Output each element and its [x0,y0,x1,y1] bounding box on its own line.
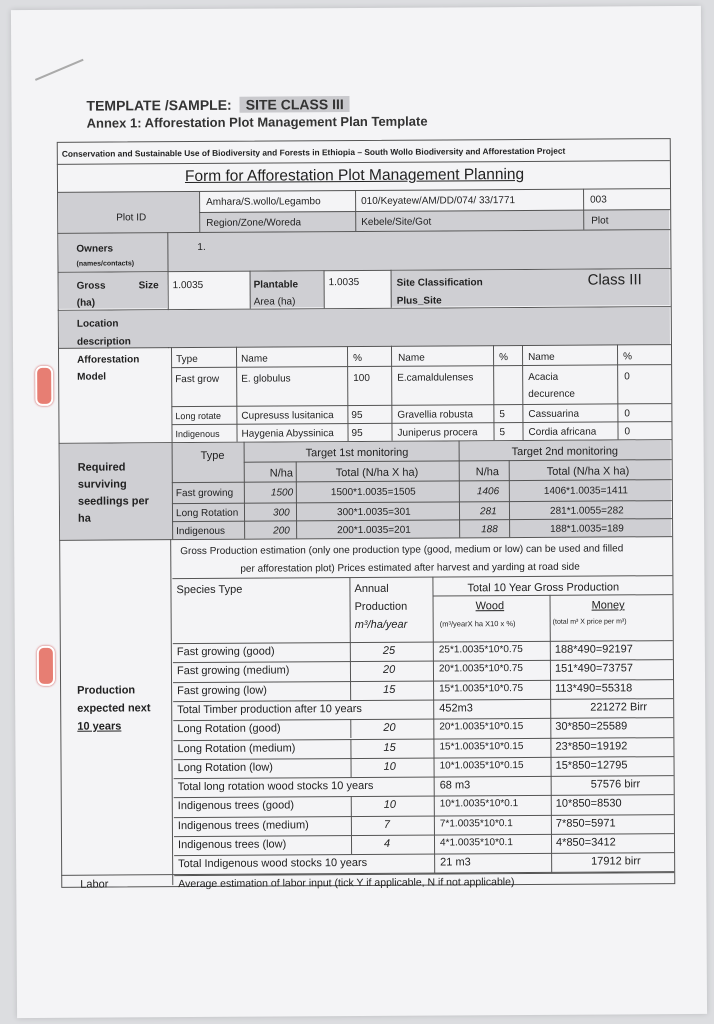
owners-row [58,230,669,272]
model-row-name-2: Juniperus procera [397,427,478,439]
annual-production-value: 20 [382,664,396,677]
surviving-row-type: Long Rotation [175,507,239,520]
kebele-value: 010/Keyatew/AM/DD/074/ 33/1771 [361,195,516,207]
production-total-label: Total Timber production after 10 years [177,702,362,717]
model-row-name-1: Haygenia Abyssinica [241,428,334,440]
surviving-row-total-1: 1500*1.0035=1505 [330,486,416,499]
column-divider [350,739,351,758]
model-row-name-2: Gravellia robusta [397,409,474,421]
model-row-percent-1: 95 [351,427,363,440]
species-type-header: Species Type [176,583,243,597]
model-header-type: Type [176,353,198,366]
money-formula-value: 7*850=5971 [555,817,616,830]
template-heading: TEMPLATE /SAMPLE: SITE CLASS III [86,96,349,114]
wood-formula-value: 20*1.0035*10*0.15 [439,721,524,733]
total-10-year-header: Total 10 Year Gross Production [467,581,620,595]
region-label: Region/Zone/Woreda [206,217,302,229]
wood-header: Wood [475,600,505,613]
wood-formula-value: 20*1.0035*10*0.75 [438,663,523,675]
surviving-row-type: Fast growing [175,487,234,500]
model-row-percent-2: 5 [499,409,506,421]
money-formula-value: 10*850=8530 [555,797,622,811]
wood-formula-value: 15*1.0035*10*0.15 [439,740,524,753]
labor-label: Labor [80,878,109,891]
surviving-row-type: Indigenous [176,525,226,538]
model-row-name-1: Cupresuss lusitanica [241,410,334,422]
production-label: Production expected next 10 years [77,684,151,733]
surviving-row-nha-1: 300 [272,507,290,519]
model-row-percent-1: 100 [353,372,370,385]
money-formula-value: 4*850=3412 [555,836,616,849]
ha-label: (ha) [76,297,96,309]
production-header: Production [354,600,408,614]
plantable-label: Plantable [253,279,299,291]
annual-production-value: 10 [383,799,397,812]
annual-production-value: 15 [383,683,396,696]
surviving-row-total-1: 300*1.0035=301 [336,506,411,519]
plot-number-value: 003 [590,194,607,206]
target-2-nha-header: N/ha [475,466,500,479]
labor-text: Average estimation of labor input (tick Y if applicable, N if not applicable) [178,876,515,891]
total-wood-volume: 452m3 [439,702,473,715]
afforestation-label: Afforestation [77,354,140,366]
model-row-percent-3: 0 [624,426,631,438]
target-1-total-header: Total (N/ha X ha) [335,466,419,480]
money-formula-value: 151*490=73757 [554,662,633,676]
total-wood-volume: 21 m3 [440,856,471,869]
model-row-name-3b: decurence [528,388,576,400]
production-species-name: Fast growing (good) [176,645,275,659]
surviving-row-nha-2: 1406 [476,486,500,498]
production-species-name: Fast growing (medium) [176,664,290,678]
surviving-row-total-1: 200*1.0035=201 [337,524,411,537]
owners-label: Owners [76,243,114,255]
location-label-2: description [76,336,131,348]
production-total-label: Total Indigenous wood stocks 10 years [178,857,368,871]
binder-ring [37,646,55,686]
gross-size-value: 1.0035 [172,279,204,292]
model-header-percent-3: % [623,351,632,363]
model-row-type: Fast grow [175,373,220,386]
plus-site-label: Plus_Site [396,295,442,307]
surviving-type-header: Type [200,449,225,462]
column-divider [350,661,351,680]
column-divider [350,642,351,661]
model-row-name-2: E.camaldulenses [397,372,474,384]
money-formula-value: 113*490=55318 [555,681,633,695]
surviving-row-total-2: 1406*1.0035=1411 [543,485,628,497]
model-label: Model [77,371,107,383]
plot-id-label: Plot ID [116,212,147,224]
model-row-name-3: Acacia [528,371,559,383]
surviving-label: Required surviving seedlings per ha [77,461,149,525]
kebele-label: Kebele/Site/Got [361,216,432,228]
production-species-name: Indigenous trees (low) [177,838,287,852]
model-header-percent-1: % [353,352,363,365]
location-label: Location [76,318,119,330]
column-divider [351,796,352,815]
wood-formula-value: 10*1.0035*10*0.15 [439,759,524,772]
binder-ring [35,366,53,406]
location-row [59,307,670,348]
production-species-name: Long Rotation (medium) [177,741,296,755]
surviving-row-nha-2: 281 [479,506,497,518]
unit-header: m³/ha/year [354,618,408,632]
money-formula: (total m³ X price per m³) [552,618,627,626]
annex-title: Annex 1: Afforestation Plot Management Plan Template [86,113,428,131]
plantable-value: 1.0035 [328,276,360,289]
wood-formula-value: 10*1.0035*10*0.1 [439,798,519,810]
model-header-name-2: Name [398,352,425,364]
model-row-type: Long rotate [175,410,221,422]
model-row-name-1: E. globulus [241,373,291,385]
total-money-value: 221272 Birr [590,701,648,714]
model-row-percent-3: 0 [624,408,631,420]
money-header: Money [591,599,625,612]
wood-formula-value: 7*1.0035*10*0.1 [439,817,513,830]
wood-formula-value: 25*1.0035*10*0.75 [438,644,523,656]
column-divider [350,719,351,738]
model-row-name-3: Cordia africana [528,426,597,438]
annual-production-value: 4 [383,837,391,850]
production-total-label: Total long rotation wood stocks 10 years [177,780,374,794]
form-title: Form for Afforestation Plot Management Planning [184,165,525,186]
production-note-1: Gross Production estimation (only one production type (good, medium or low) can be used and filled [180,543,624,558]
model-row-type: Indigenous [175,428,220,440]
wood-formula-value: 15*1.0035*10*0.75 [439,682,524,695]
production-species-name: Long Rotation (good) [177,722,281,736]
owners-sub-label: (names/contacts) [76,260,135,268]
production-species-name: Indigenous trees (medium) [177,819,309,832]
production-species-name: Fast growing (low) [177,684,267,697]
target-2-total-header: Total (N/ha X ha) [546,465,630,478]
production-species-name: Long Rotation (low) [177,761,273,774]
plantable-sub-label: Area (ha) [253,296,296,308]
pen-mark [33,50,93,90]
wood-formula-value: 4*1.0035*10*0.1 [439,837,513,849]
site-classification-label: Site Classification [396,277,483,289]
project-title: Conservation and Sustainable Use of Biodiversity and Forests in Ethiopia – South Wollo Biodiversity and Afforestation Project [61,145,566,159]
model-row-percent-1: 95 [351,409,363,422]
size-label: Size [138,280,159,292]
total-wood-volume: 68 m3 [439,779,471,792]
production-species-name: Indigenous trees (good) [177,799,295,813]
site-class-highlight: SITE CLASS III [240,96,350,113]
model-header-name-3: Name [528,351,555,363]
surviving-row-nha-2: 188 [481,524,498,536]
target-1-header: Target 1st monitoring [305,446,409,460]
model-row-name-3: Cassuarina [528,408,580,420]
site-class-value: Class III [587,271,642,289]
column-divider [351,758,352,777]
document-page [11,6,707,1018]
target-1-nha-header: N/ha [269,467,294,480]
model-row-percent-2: 5 [499,427,506,439]
annual-production-value: 15 [383,741,396,754]
surviving-row-total-2: 281*1.0055=282 [549,505,624,517]
model-header-name-1: Name [241,353,268,365]
production-note-2: per afforestation plot) Prices estimated after harvest and yarding at road side [240,561,580,575]
plot-number-label: Plot [591,215,609,227]
column-divider [351,816,352,835]
money-formula-value: 15*850=12795 [555,759,628,772]
gross-label: Gross [76,280,106,292]
owners-value: 1. [197,241,206,253]
money-formula-value: 30*850=25589 [555,720,628,733]
model-row-percent-3: 0 [624,371,630,383]
surviving-row-nha-1: 1500 [270,487,294,499]
column-divider [350,681,351,700]
total-money-value: 57576 birr [590,778,641,791]
annual-production-value: 25 [382,644,396,657]
surviving-row-total-2: 188*1.0035=189 [550,523,624,535]
money-formula-value: 188*490=92197 [554,643,633,656]
annual-production-value: 7 [383,818,391,831]
wood-formula: (m³/yearX ha X10 x %) [439,619,516,629]
money-formula-value: 23*850=19192 [555,739,628,753]
model-header-percent-2: % [499,352,508,364]
annual-production-value: 10 [383,760,396,773]
column-divider [351,835,352,854]
target-2-header: Target 2nd monitoring [511,445,619,459]
surviving-row-nha-1: 200 [273,525,290,537]
region-value: Amhara/S.wollo/Legambo [206,196,321,208]
annual-production-value: 20 [383,721,396,735]
annual-header: Annual [354,582,389,596]
total-money-value: 17912 birr [591,855,641,868]
